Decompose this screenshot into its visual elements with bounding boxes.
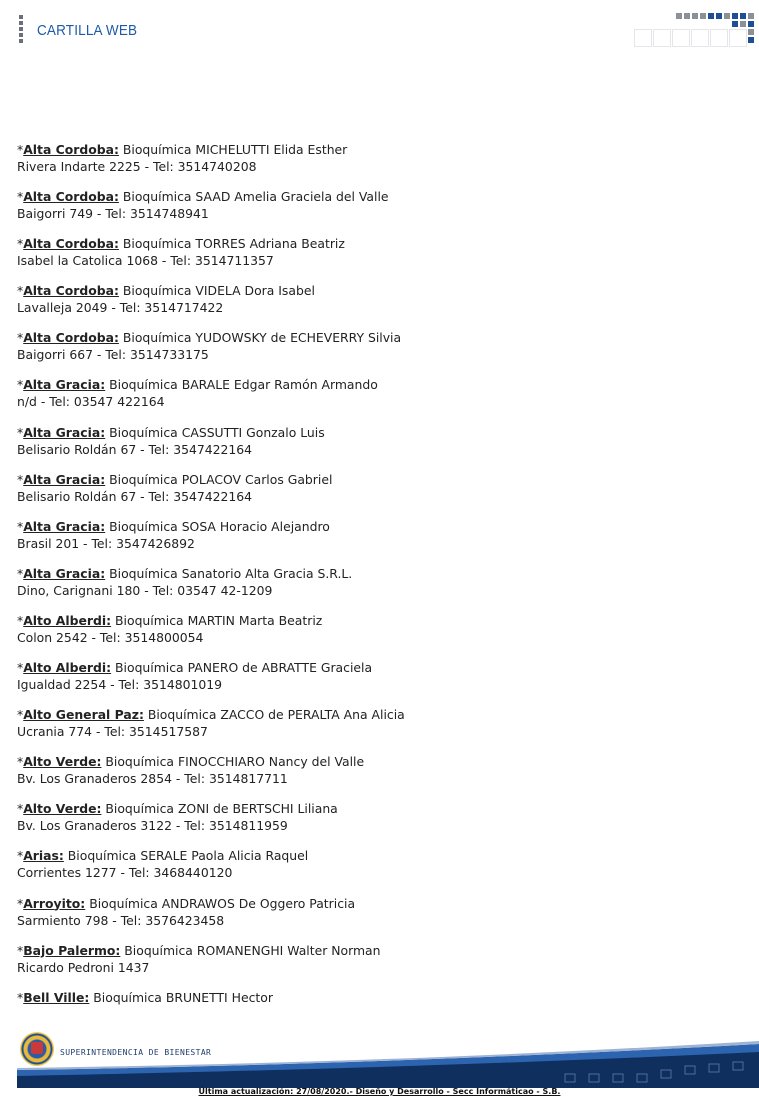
mosaic-square (724, 13, 730, 19)
bullet-star: * (17, 612, 24, 628)
bullet-star: * (17, 142, 24, 157)
mosaic-outline-square (653, 29, 671, 47)
bullet-star: * (17, 942, 24, 958)
list-item (17, 706, 717, 753)
list-item (17, 800, 717, 847)
bullet-star: * (17, 801, 24, 817)
location-label: Alta Gracia: (23, 377, 106, 393)
provider-name: Bioquímica POLACOV Carlos Gabriel (109, 471, 333, 487)
provider-address: Ricardo Pedroni 1437 (17, 959, 150, 975)
provider-line (17, 989, 717, 1006)
provider-address: Isabel la Catolica 1068 - Tel: 3514711357 (17, 253, 274, 269)
mosaic-square (716, 13, 722, 19)
provider-address: Colon 2542 - Tel: 3514800054 (17, 629, 204, 645)
bullet-star: * (17, 989, 24, 1005)
location-label: Alto Alberdi: (23, 612, 112, 628)
header-mosaic-icon (634, 11, 759, 47)
location-label: Alta Cordoba: (23, 142, 119, 157)
provider-address: Sarmiento 798 - Tel: 3576423458 (17, 912, 225, 928)
provider-name: Bioquímica BARALE Edgar Ramón Armando (109, 377, 378, 393)
provider-address: Bv. Los Granaderos 3122 - Tel: 3514811959 (17, 818, 288, 834)
mosaic-square (692, 13, 698, 19)
provider-address: Ucrania 774 - Tel: 3514517587 (17, 724, 208, 740)
bullet-star: * (17, 754, 24, 770)
provider-address: Belisario Roldán 67 - Tel: 3547422164 (17, 441, 253, 457)
location-label: Alta Cordoba: (23, 236, 119, 252)
provider-name: Bioquímica PANERO de ABRATTE Graciela (115, 660, 373, 676)
provider-address: Belisario Roldán 67 - Tel: 3547422164 (17, 488, 253, 504)
location-label: Bell Ville: (23, 989, 90, 1005)
list-item (17, 329, 717, 376)
provider-address: Baigorri 667 - Tel: 3514733175 (17, 347, 209, 363)
list-item (17, 942, 717, 989)
location-label: Alto Alberdi: (23, 660, 112, 676)
provider-name: Bioquímica Sanatorio Alta Gracia S.R.L. (109, 565, 353, 581)
location-label: Alta Gracia: (23, 565, 106, 581)
mosaic-outline-square (672, 29, 690, 47)
provider-list (17, 141, 717, 1036)
provider-line (17, 235, 717, 252)
page-header (0, 0, 759, 60)
location-label: Alto General Paz: (23, 707, 144, 723)
bullet-star: * (17, 236, 24, 252)
provider-line (17, 706, 717, 723)
list-item (17, 282, 717, 329)
provider-address: Baigorri 749 - Tel: 3514748941 (17, 206, 209, 222)
provider-name: Bioquímica BRUNETTI Hector (93, 989, 273, 1005)
provider-line (17, 141, 717, 158)
mosaic-square (732, 13, 738, 19)
provider-name: Bioquímica VIDELA Dora Isabel (122, 283, 315, 299)
provider-name: Bioquímica MICHELUTTI Elida Esther (122, 142, 348, 157)
list-item (17, 141, 717, 188)
bullet-star: * (17, 707, 24, 723)
mosaic-square (684, 13, 690, 19)
provider-line (17, 424, 717, 441)
provider-name: Bioquímica ZACCO de PERALTA Ana Alicia (147, 707, 405, 723)
provider-line (17, 942, 717, 959)
provider-line (17, 895, 717, 912)
provider-address: Dino, Carignani 180 - Tel: 03547 42-1209 (17, 582, 273, 598)
list-item (17, 659, 717, 706)
mosaic-square (748, 29, 754, 35)
provider-line (17, 800, 717, 817)
mosaic-square (748, 37, 754, 43)
mosaic-square (732, 21, 738, 27)
mosaic-square (740, 21, 746, 27)
organization-name: SUPERINTENDENCIA DE BIENESTAR (60, 1048, 212, 1057)
provider-address: Brasil 201 - Tel: 3547426892 (17, 535, 195, 551)
mosaic-square (700, 13, 706, 19)
bullet-star: * (17, 283, 24, 299)
mosaic-square (708, 13, 714, 19)
bullet-star: * (17, 848, 24, 864)
provider-name: Bioquímica SERALE Paola Alicia Raquel (67, 848, 309, 864)
location-label: Alta Cordoba: (23, 283, 119, 299)
mosaic-square (676, 13, 682, 19)
list-item (17, 847, 717, 894)
location-label: Alta Gracia: (23, 471, 106, 487)
list-item (17, 753, 717, 800)
provider-line (17, 612, 717, 629)
provider-address: Igualdad 2254 - Tel: 3514801019 (17, 677, 223, 693)
provider-name: Bioquímica ROMANENGHI Walter Norman (124, 942, 381, 958)
location-label: Arroyito: (23, 895, 86, 911)
location-label: Alta Cordoba: (23, 330, 119, 346)
provider-address: Rivera Indarte 2225 - Tel: 3514740208 (17, 159, 257, 174)
mosaic-square (748, 13, 754, 19)
provider-address: n/d - Tel: 03547 422164 (17, 394, 165, 410)
location-label: Bajo Palermo: (23, 942, 121, 958)
provider-name: Bioquímica FINOCCHIARO Nancy del Valle (105, 754, 365, 770)
header-bar-icon (19, 15, 23, 45)
provider-name: Bioquímica CASSUTTI Gonzalo Luis (109, 424, 325, 440)
list-item (17, 376, 717, 423)
provider-name: Bioquímica YUDOWSKY de ECHEVERRY Silvia (122, 330, 402, 346)
list-item (17, 518, 717, 565)
page-footer (0, 1026, 759, 1101)
location-label: Arias: (23, 848, 64, 864)
provider-name: Bioquímica ANDRAWOS De Oggero Patricia (89, 895, 356, 911)
bullet-star: * (17, 424, 24, 440)
location-label: Alto Verde: (23, 801, 102, 817)
provider-line (17, 753, 717, 770)
mosaic-square (740, 13, 746, 19)
list-item (17, 188, 717, 235)
provider-name: Bioquímica TORRES Adriana Beatriz (122, 236, 345, 252)
provider-name: Bioquímica SOSA Horacio Alejandro (109, 518, 330, 534)
provider-line (17, 847, 717, 864)
bullet-star: * (17, 660, 24, 676)
list-item (17, 235, 717, 282)
provider-line (17, 329, 717, 346)
provider-name: Bioquímica MARTIN Marta Beatriz (115, 612, 323, 628)
provider-line (17, 518, 717, 535)
list-item (17, 471, 717, 518)
mosaic-outline-square (710, 29, 728, 47)
provider-name: Bioquímica SAAD Amelia Graciela del Valle (122, 189, 389, 205)
provider-line (17, 471, 717, 488)
mosaic-outline-square (634, 29, 652, 47)
provider-line (17, 659, 717, 676)
provider-line (17, 565, 717, 582)
location-label: Alta Gracia: (23, 424, 106, 440)
location-label: Alto Verde: (23, 754, 102, 770)
provider-line (17, 282, 717, 299)
provider-address: Lavalleja 2049 - Tel: 3514717422 (17, 300, 224, 316)
bullet-star: * (17, 330, 24, 346)
organization-seal-icon (20, 1032, 54, 1066)
bullet-star: * (17, 518, 24, 534)
provider-line (17, 376, 717, 393)
list-item (17, 895, 717, 942)
bullet-star: * (17, 377, 24, 393)
bullet-star: * (17, 471, 24, 487)
provider-address: Bv. Los Granaderos 2854 - Tel: 3514817711 (17, 771, 288, 787)
bullet-star: * (17, 565, 24, 581)
provider-address: Corrientes 1277 - Tel: 3468440120 (17, 865, 233, 881)
location-label: Alta Gracia: (23, 518, 106, 534)
provider-name: Bioquímica ZONI de BERTSCHI Liliana (105, 801, 338, 817)
list-item (17, 565, 717, 612)
location-label: Alta Cordoba: (23, 189, 119, 205)
provider-line (17, 188, 717, 205)
list-item (17, 424, 717, 471)
bullet-star: * (17, 895, 24, 911)
last-updated-note: Última actualización: 27/08/2020.- Diseño y Desarrollo - Secc Informáticao - S.B. (198, 1087, 561, 1096)
mosaic-square (748, 21, 754, 27)
bullet-star: * (17, 189, 24, 205)
mosaic-outline-square (691, 29, 709, 47)
page-title: CARTILLA WEB (37, 22, 138, 39)
list-item (17, 612, 717, 659)
mosaic-outline-square (729, 29, 747, 47)
